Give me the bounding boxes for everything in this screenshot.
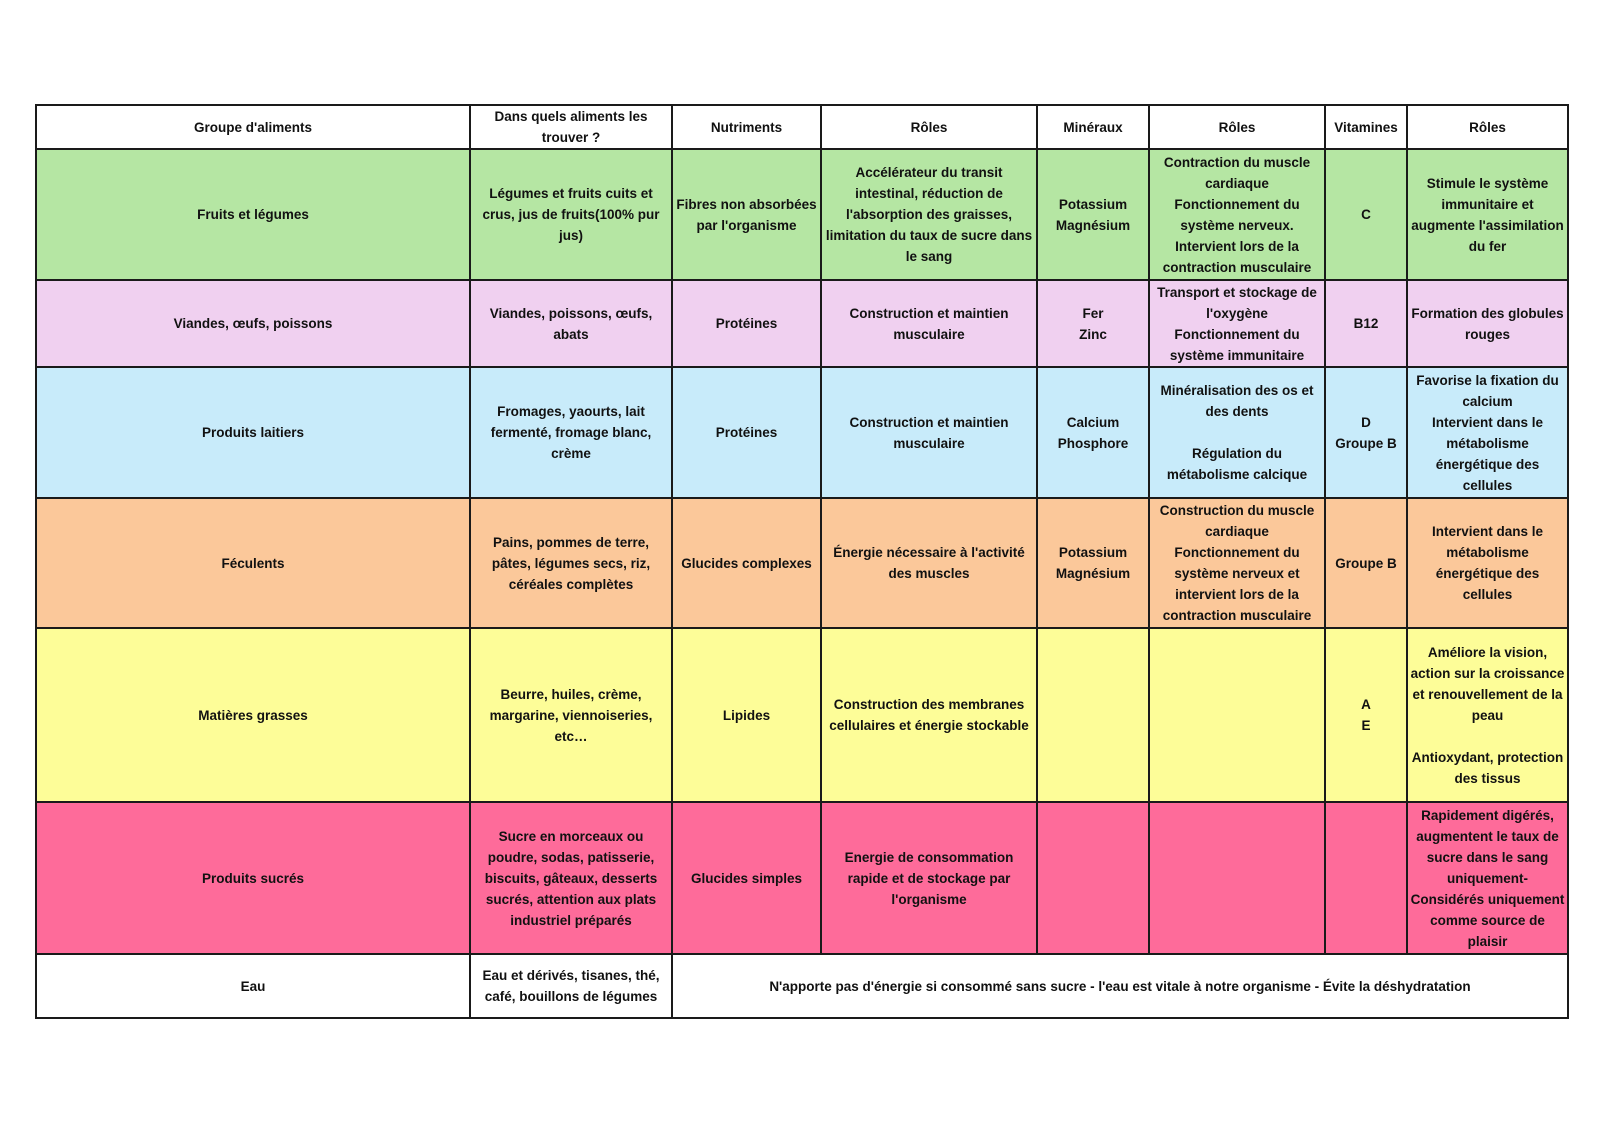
header-roles: Rôles — [821, 105, 1037, 149]
cell-vitamines — [1325, 628, 1407, 802]
cell-mineraux — [1037, 498, 1149, 628]
cell-roles-mineraux — [1149, 802, 1325, 954]
cell-aliments: Sucre en morceaux ou poudre, sodas, patisserie, biscuits, gâteaux, desserts sucrés, attention aux plats industriel préparés — [470, 802, 672, 954]
cell-groupe: Matières grasses — [36, 628, 470, 802]
table-row — [36, 802, 1568, 954]
mineral-item: Potassium — [1058, 196, 1128, 212]
header-roles-mineraux: Rôles — [1149, 105, 1325, 149]
cell-aliments: Pains, pommes de terre, pâtes, légumes secs, riz, céréales complètes — [470, 498, 672, 628]
cell-roles: Construction et maintien musculaire — [821, 280, 1037, 367]
cell-nutriments: Glucides complexes — [672, 498, 821, 628]
header-nutriments: Nutriments — [672, 105, 821, 149]
mineral-item: Phosphore — [1057, 435, 1129, 451]
cell-vitamines — [1325, 280, 1407, 367]
vitamin-item: Groupe B — [1335, 555, 1397, 571]
cell-aliments: Eau et dérivés, tisanes, thé, café, bouillons de légumes — [470, 954, 672, 1018]
cell-roles: Construction et maintien musculaire — [821, 367, 1037, 498]
mineral-item: Calcium — [1066, 414, 1120, 430]
cell-aliments: Viandes, poissons, œufs, abats — [470, 280, 672, 367]
cell-groupe: Viandes, œufs, poissons — [36, 280, 470, 367]
cell-groupe: Produits laitiers — [36, 367, 470, 498]
vitamin-item: C — [1361, 207, 1371, 222]
vitamin-item: Groupe B — [1335, 435, 1397, 451]
table-row — [36, 367, 1568, 498]
table-row — [36, 628, 1568, 802]
cell-roles-vitamines: Rapidement digérés, augmentent le taux de sucre dans le sang uniquement- Considérés uniquement comme source de plaisir — [1407, 802, 1568, 954]
cell-roles: Énergie nécessaire à l'activité des muscles — [821, 498, 1037, 628]
vitamin-item: B12 — [1353, 316, 1379, 331]
cell-nutriments: Protéines — [672, 367, 821, 498]
header-aliments: Dans quels aliments les trouver ? — [470, 105, 672, 149]
header-roles-vitamines: Rôles — [1407, 105, 1568, 149]
cell-roles-mineraux: Construction du muscle cardiaque Fonctionnement du système nerveux et intervient lors de la contraction musculaire — [1149, 498, 1325, 628]
cell-mineraux — [1037, 367, 1149, 498]
table-row — [36, 280, 1568, 367]
cell-roles-vitamines: Intervient dans le métabolisme énergétique des cellules — [1407, 498, 1568, 628]
cell-vitamines — [1325, 802, 1407, 954]
cell-groupe: Produits sucrés — [36, 802, 470, 954]
table-row — [36, 149, 1568, 280]
cell-mineraux — [1037, 628, 1149, 802]
cell-roles-mineraux: Minéralisation des os et des dents Régulation du métabolisme calcique — [1149, 367, 1325, 498]
cell-roles: Energie de consommation rapide et de stockage par l'organisme — [821, 802, 1037, 954]
header-mineraux: Minéraux — [1037, 105, 1149, 149]
cell-aliments: Fromages, yaourts, lait fermenté, fromage blanc, crème — [470, 367, 672, 498]
cell-roles: Accélérateur du transit intestinal, réduction de l'absorption des graisses, limitation du taux de sucre dans le sang — [821, 149, 1037, 280]
header-vitamines: Vitamines — [1325, 105, 1407, 149]
table-row-eau — [36, 954, 1568, 1018]
cell-groupe: Fruits et légumes — [36, 149, 470, 280]
cell-roles-mineraux — [1149, 628, 1325, 802]
mineral-item: Magnésium — [1055, 217, 1131, 233]
cell-mineraux — [1037, 149, 1149, 280]
cell-mineraux — [1037, 280, 1149, 367]
cell-groupe: Féculents — [36, 498, 470, 628]
cell-aliments: Beurre, huiles, crème, margarine, viennoiseries, etc… — [470, 628, 672, 802]
nutrition-table — [35, 104, 1569, 1019]
cell-vitamines — [1325, 149, 1407, 280]
header-groupe: Groupe d'aliments — [36, 105, 470, 149]
cell-roles: Construction des membranes cellulaires et énergie stockable — [821, 628, 1037, 802]
cell-nutriments: Lipides — [672, 628, 821, 802]
mineral-item: Fer — [1082, 305, 1104, 321]
cell-aliments: Légumes et fruits cuits et crus, jus de fruits(100% pur jus) — [470, 149, 672, 280]
cell-roles-vitamines: Formation des globules rouges — [1407, 280, 1568, 367]
cell-nutriments: Glucides simples — [672, 802, 821, 954]
vitamin-item: A — [1361, 697, 1371, 712]
cell-nutriments: Fibres non absorbées par l'organisme — [672, 149, 821, 280]
table-row — [36, 498, 1568, 628]
cell-roles-vitamines: Stimule le système immunitaire et augmente l'assimilation du fer — [1407, 149, 1568, 280]
cell-roles-mineraux: Transport et stockage de l'oxygène Fonctionnement du système immunitaire — [1149, 280, 1325, 367]
cell-groupe: Eau — [36, 954, 470, 1018]
cell-vitamines — [1325, 367, 1407, 498]
cell-roles-mineraux: Contraction du muscle cardiaque Fonctionnement du système nerveux. Intervient lors de la contraction musculaire — [1149, 149, 1325, 280]
cell-roles-vitamines: Améliore la vision, action sur la croissance et renouvellement de la peau Antioxydant, protection des tissus — [1407, 628, 1568, 802]
cell-mineraux — [1037, 802, 1149, 954]
cell-vitamines — [1325, 498, 1407, 628]
mineral-item: Magnésium — [1055, 566, 1131, 581]
cell-roles-vitamines: Favorise la fixation du calcium Intervient dans le métabolisme énergétique des cellules — [1407, 367, 1568, 498]
vitamin-item: E — [1361, 718, 1371, 733]
cell-eau-note: N'apporte pas d'énergie si consommé sans sucre - l'eau est vitale à notre organisme - Évite la déshydratation — [672, 954, 1568, 1018]
cell-nutriments: Protéines — [672, 280, 821, 367]
mineral-item: Zinc — [1079, 326, 1107, 342]
mineral-item: Potassium — [1058, 545, 1128, 560]
vitamin-item: D — [1361, 414, 1371, 430]
header-row — [36, 105, 1568, 149]
